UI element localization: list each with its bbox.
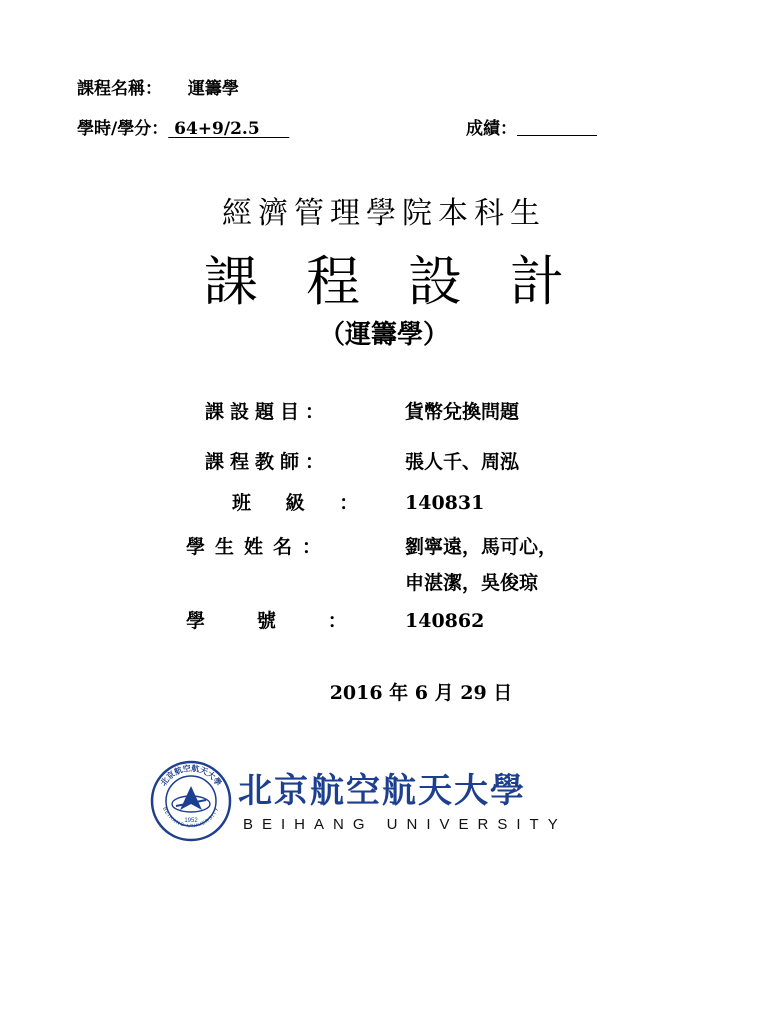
seal-text-top: 北京航空航天大學 [158,762,224,788]
class-label: 班 級 ： [232,492,373,514]
topic-value: 貨幣兌換問題 [405,401,520,423]
date: 2016 年 6 月 29 日 [329,682,513,704]
score-line [466,119,597,139]
course-name-value: 運籌學 [187,79,239,99]
score-label: 成績： [466,119,517,139]
topic-label: 課設題目： [205,401,331,423]
class-value: 140831 [405,492,485,514]
student-id-label: 學 號 ： [186,610,355,632]
seal-icon [150,760,232,842]
students-value-line2: 申湛潔，吳俊琼 [405,572,539,594]
student-id-value: 140862 [405,610,485,632]
university-name-en: BEIHANG UNIVERSITY [243,816,567,833]
course-name-line [77,79,239,99]
students-value-line1: 劉寧遠，馬可心， [405,536,558,558]
university-seal-logo [150,760,232,842]
main-title: 課程設計 [204,250,612,313]
university-name-cn: 北京航空航天大學 [238,771,526,811]
students-label: 學生姓名： [186,536,332,558]
teacher-label: 課程教師： [205,451,331,473]
seal-text-bottom: BEIHANG UNIVERSITY [161,806,221,830]
score-blank [517,119,597,136]
teacher-value: 張人千、周泓 [405,451,520,473]
hours-credits-line [77,119,289,139]
hours-credits-value: 64+9/2.5 [174,119,260,139]
course-name-label: 課程名稱： [77,79,162,99]
subject-title: （運籌學） [318,320,449,350]
hours-credits-label: 學時/學分： [77,119,169,139]
seal-year: 1952 [184,818,198,824]
school-title: 經濟管理學院本科生 [222,196,546,231]
